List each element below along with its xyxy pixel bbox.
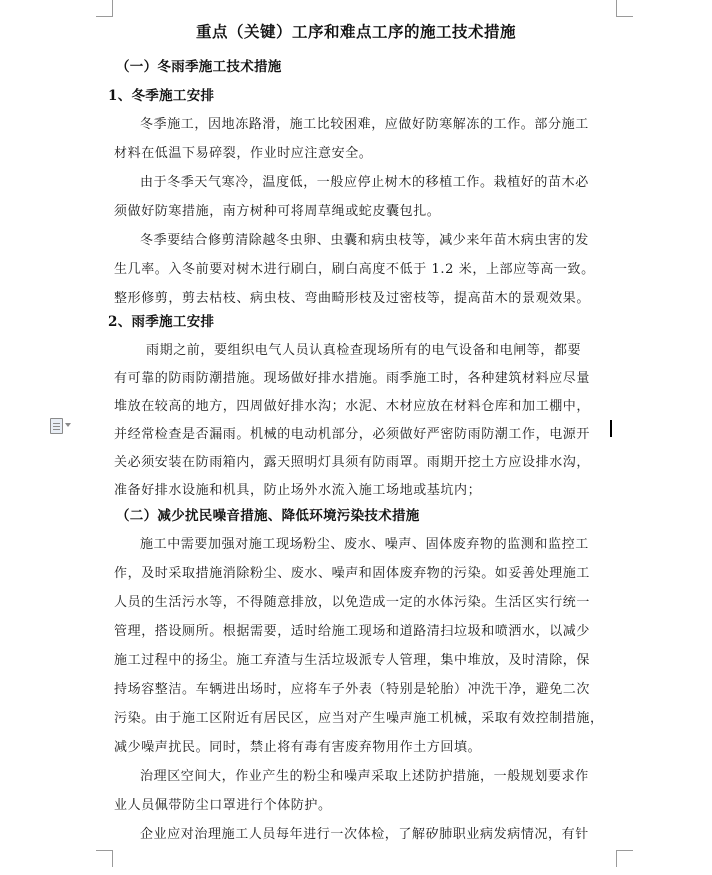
paragraph-line: 准备好排水设施和机具，防止场外水流入施工场地或基坑内；	[114, 483, 482, 498]
paragraph-line: 人员的生活污水等，不得随意排放，以免造成一定的水体污染。生活区实行统一	[114, 595, 591, 610]
paragraph-line: 施工过程中的扬尘。施工弃渣与生活垃圾派专人管理，集中堆放，及时清除，保	[114, 653, 591, 668]
page-corner-mark	[616, 0, 633, 17]
section-heading-2: （二）减少扰民噪音措施、降低环境污染技术措施	[116, 508, 420, 524]
paragraph-line: 作，及时采取措施消除粉尘、废水、噪声和固体废弃物的污染。如妥善处理施工	[114, 566, 591, 581]
paragraph-line: 冬季施工，因地冻路滑，施工比较困难，应做好防寒解冻的工作。部分施工	[140, 117, 589, 132]
paragraph-line: 治理区空间大，作业产生的粉尘和噪声采取上述防护措施，一般规划要求作	[140, 769, 589, 784]
paragraph-line: 由于冬季天气寒冷，温度低，一般应停止树木的移植工作。栽植好的苗木必	[140, 175, 589, 190]
paragraph-line: 材料在低温下易碎裂，作业时应注意安全。	[114, 146, 373, 161]
paragraph-line: 整形修剪，剪去枯枝、病虫枝、弯曲畸形枝及过密枝等，提高苗木的景观效果。	[114, 291, 591, 306]
paragraph-line: 减少噪声扰民。同时，禁止将有毒有害废弃物用作土方回填。	[114, 740, 482, 755]
paragraph-line: 雨期之前，要组织电气人员认真检查现场所有的电气设备和电闸等，都要	[146, 343, 582, 358]
paragraph-line: 持场容整洁。车辆进出场时，应将车子外表（特别是轮胎）冲洗干净，避免二次	[114, 682, 591, 697]
document-title: 重点（关键）工序和难点工序的施工技术措施	[195, 22, 516, 41]
text-cursor	[610, 420, 612, 437]
page-corner-mark	[96, 850, 113, 867]
paragraph-line: 污染。由于施工区附近有居民区，应当对产生噪声施工机械，采取有效控制措施，	[114, 711, 604, 726]
subsection-heading-rainy: 2、雨季施工安排	[108, 314, 215, 330]
paragraph-line: 企业应对治理施工人员每年进行一次体检，了解矽肺职业病发病情况，有针	[140, 827, 589, 842]
paragraph-line: 须做好防寒措施，南方树种可将周草绳或蛇皮囊包扎。	[114, 204, 441, 219]
paragraph-line: 关必须安装在防雨箱内，露天照明灯具须有防雨罩。雨期开挖土方应设排水沟，	[114, 455, 591, 470]
page-corner-mark	[96, 0, 113, 17]
dropdown-arrow-icon	[65, 423, 71, 427]
paragraph-line: 生几率。入冬前要对树木进行刷白，刷白高度不低于 1.2 米，上部应等高一致。	[114, 262, 595, 277]
paragraph-line: 冬季要结合修剪清除越冬虫卵、虫囊和病虫枝等，减少来年苗木病虫害的发	[140, 233, 589, 248]
paragraph-line: 堆放在较高的地方，四周做好排水沟；水泥、木材应放在材料仓库和加工棚中，	[114, 399, 591, 414]
paragraph-options-icon[interactable]	[50, 418, 72, 434]
document-icon	[50, 418, 63, 434]
paragraph-line: 有可靠的防雨防潮措施。现场做好排水措施。雨季施工时，各种建筑材料应尽量	[114, 371, 591, 386]
paragraph-line: 施工中需要加强对施工现场粉尘、废水、噪声、固体废弃物的监测和监控工	[140, 537, 589, 552]
paragraph-line: 并经常检查是否漏雨。机械的电动机部分，必须做好严密防雨防潮工作，电源开	[114, 427, 591, 442]
section-heading-1: （一）冬雨季施工技术措施	[116, 59, 282, 75]
paragraph-line: 业人员佩带防尘口罩进行个体防护。	[114, 798, 332, 813]
page-corner-mark	[616, 850, 633, 867]
subsection-heading-winter: 1、冬季施工安排	[108, 88, 215, 104]
paragraph-line: 管理，搭设厕所。根据需要，适时给施工现场和道路清扫垃圾和喷洒水，以减少	[114, 624, 591, 639]
